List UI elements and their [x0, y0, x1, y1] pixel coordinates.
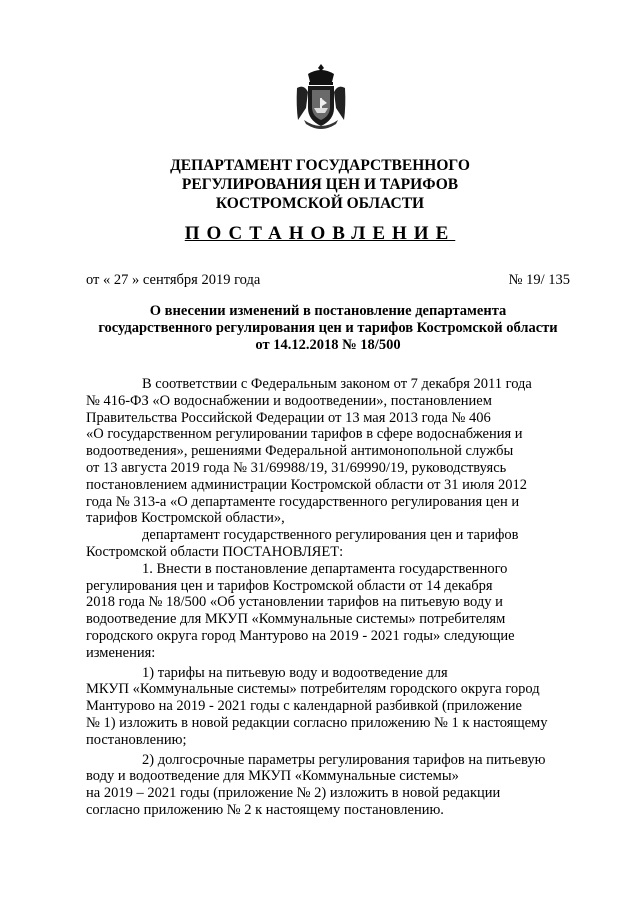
preamble-line: «О государственном регулировании тарифов в сфере водоснабжения и [86, 426, 523, 443]
decree-line: Костромской области ПОСТАНОВЛЯЕТ: [86, 543, 344, 560]
item-1-line: регулирования цен и тарифов Костромской области от 14 декабря [86, 577, 493, 594]
item-1-2-line: воду и водоотведение для МКУП «Коммунальные системы» [86, 768, 459, 785]
department-name [0, 156, 640, 213]
decree-line: департамент государственного регулирования цен и тарифов [142, 527, 519, 544]
item-1-line: изменения: [86, 644, 156, 661]
subject-line-1: О внесении изменений в постановление департамента [149, 303, 507, 319]
preamble-line: № 416-ФЗ «О водоснабжении и водоотведении», постановлением [86, 392, 492, 409]
item-1-line: 1. Внести в постановление департамента государственного [142, 560, 508, 577]
preamble-line: тарифов Костромской области», [86, 510, 285, 527]
preamble-line: года № 313-а «О департаменте государственного регулирования цен и [86, 493, 520, 510]
preamble-line: постановлением администрации Костромской области от 31 июля 2012 [86, 476, 527, 493]
item-1-2-line: 2) долгосрочные параметры регулирования тарифов на питьевую [142, 751, 546, 768]
document-type-title: ПОСТАНОВЛЕНИЕ [184, 223, 456, 244]
subject-line-3: от 14.12.2018 № 18/500 [255, 337, 401, 353]
document-date: от « 27 » сентября 2019 года [86, 272, 261, 288]
department-line-2: РЕГУЛИРОВАНИЯ ЦЕН И ТАРИФОВ [181, 176, 459, 193]
item-1-1-line: МКУП «Коммунальные системы» потребителям городского округа город [86, 681, 540, 698]
item-1-line: городского округа город Мантурово на 2019 - 2021 годы» следующие [86, 627, 515, 644]
item-1-2-line: согласно приложению № 2 к настоящему постановлению. [86, 801, 444, 818]
document-body [86, 376, 570, 819]
item-1-1-line: № 1) изложить в новой редакции согласно приложению № 1 к настоящему [86, 714, 548, 731]
item-1-line: 2018 года № 18/500 «Об установлении тарифов на питьевую воду и [86, 594, 503, 611]
document-number: № 19/ 135 [508, 272, 570, 288]
date-number-row [86, 272, 570, 289]
item-1-1-line: 1) тарифы на питьевую воду и водоотведение для [142, 664, 448, 681]
item-1-1-line: постановлению; [86, 731, 187, 748]
item-1-2-line: на 2019 – 2021 годы (приложение № 2) изложить в новой редакции [86, 785, 501, 802]
document-subject [86, 303, 570, 354]
preamble-line: водоотведения», решениями Федеральной антимонопольной службы [86, 443, 514, 460]
preamble-line: от 13 августа 2019 года № 31/69988/19, 31/69990/19, руководствуясь [86, 459, 507, 476]
preamble-line: Правительства Российской Федерации от 13 мая 2013 года № 406 [86, 409, 491, 426]
department-line-3: КОСТРОМСКОЙ ОБЛАСТИ [215, 195, 425, 212]
subject-line-2: государственного регулирования цен и тарифов Костромской области [98, 320, 558, 336]
department-line-1: ДЕПАРТАМЕНТ ГОСУДАРСТВЕННОГО [170, 157, 470, 174]
preamble-line: В соответствии с Федеральным законом от 7 декабря 2011 года [142, 376, 532, 392]
kostroma-coat-of-arms-icon [294, 62, 348, 130]
item-1-1-line: Мантурово на 2019 - 2021 годы с календарной разбивкой (приложение [86, 698, 522, 715]
item-1-line: водоотведение для МКУП «Коммунальные системы» потребителям [86, 611, 506, 628]
